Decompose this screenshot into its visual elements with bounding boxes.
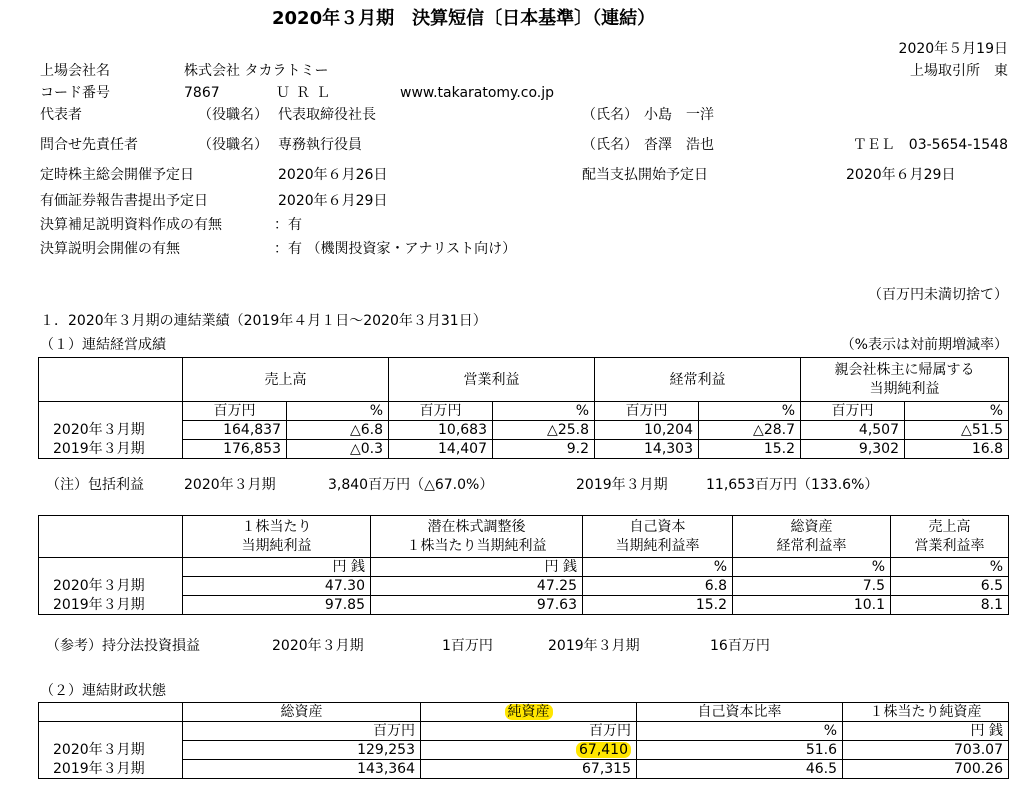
note2-value2: 16百万円 xyxy=(710,638,770,654)
contact-name: 沓澤 浩也 xyxy=(644,137,714,153)
header-operating-margin-line1: 売上高 xyxy=(928,518,971,535)
highlighted-net-assets-header: 純資産 xyxy=(505,704,553,720)
url-link[interactable]: www.takaratomy.co.jp xyxy=(400,85,555,101)
header-operating-margin xyxy=(891,516,1009,558)
section1-title: １．2020年３月期の連結業績（2019年４月１日～2020年３月31日） xyxy=(40,313,487,329)
value-cell: 15.2 xyxy=(699,440,801,459)
agm-date: 2020年６月26日 xyxy=(278,167,388,183)
header-total-assets: 総資産 xyxy=(183,703,421,722)
value-cell: 14,407 xyxy=(389,440,493,459)
header-sales: 売上高 xyxy=(183,358,389,402)
value-cell: △0.3 xyxy=(287,440,389,459)
value-cell: △6.8 xyxy=(287,421,389,440)
operating-results-table xyxy=(38,357,1009,459)
header-net-income-line1: 親会社株主に帰属する xyxy=(834,361,975,378)
value-cell: 51.6 xyxy=(637,741,843,760)
value-cell: 16.8 xyxy=(905,440,1009,459)
table-row xyxy=(39,596,1009,615)
unit-cell: % xyxy=(287,402,389,421)
value-cell: 4,507 xyxy=(801,421,905,440)
header-net-income-line2: 当期純利益 xyxy=(869,380,940,397)
dividend-date: 2020年６月29日 xyxy=(846,167,956,183)
table-header-row xyxy=(39,358,1009,402)
value-cell: 97.63 xyxy=(371,596,583,615)
value-cell: 47.25 xyxy=(371,577,583,596)
note2-period2: 2019年３月期 xyxy=(548,638,640,654)
unit-row xyxy=(39,402,1009,421)
rep-title-label: （役職名） xyxy=(198,107,268,123)
period-label: 2020年３月期 xyxy=(39,741,183,760)
company-name: 株式会社 タカラトミー xyxy=(184,63,329,79)
contact-label: 問合せ先責任者 xyxy=(40,137,138,153)
header-net-income xyxy=(801,358,1009,402)
value-cell: △28.7 xyxy=(699,421,801,440)
value-cell: 8.1 xyxy=(891,596,1009,615)
unit-cell: % xyxy=(637,722,843,741)
report-date: 2020年５月19日 xyxy=(898,41,1008,57)
report-filing-date: 2020年６月29日 xyxy=(278,193,388,209)
ratios-table xyxy=(38,515,1009,615)
value-cell: 164,837 xyxy=(183,421,287,440)
table-row xyxy=(39,440,1009,459)
empty-cell xyxy=(39,703,183,722)
value-cell: 9.2 xyxy=(493,440,595,459)
agm-label: 定時株主総会開催予定日 xyxy=(40,167,194,183)
value-cell: 7.5 xyxy=(733,577,891,596)
note2-value1: 1百万円 xyxy=(442,638,493,654)
unit-cell: % xyxy=(905,402,1009,421)
url-label: ＵＲＬ xyxy=(276,85,336,101)
header-roa-line1: 総資産 xyxy=(790,518,833,535)
unit-cell: 百万円 xyxy=(801,402,905,421)
unit-cell: % xyxy=(583,558,733,577)
report-label: 有価証券報告書提出予定日 xyxy=(40,193,208,209)
period-label: 2020年３月期 xyxy=(39,421,183,440)
rep-title: 代表取締役社長 xyxy=(278,107,376,123)
briefing-value: ：有 （機関投資家・アナリスト向け） xyxy=(274,241,517,257)
unit-cell: 百万円 xyxy=(421,722,637,741)
unit-cell: 百万円 xyxy=(389,402,493,421)
header-bps: １株当たり純資産 xyxy=(843,703,1009,722)
value-cell: 700.26 xyxy=(843,760,1009,779)
rep-name-label: （氏名） xyxy=(582,107,638,123)
table-header-row xyxy=(39,516,1009,558)
highlighted-net-assets-value: 67,410 xyxy=(576,742,631,758)
unit-cell: % xyxy=(891,558,1009,577)
header-equity-ratio: 自己資本比率 xyxy=(637,703,843,722)
unit-note: （百万円未満切捨て） xyxy=(868,287,1008,303)
value-cell: 6.5 xyxy=(891,577,1009,596)
rep-label: 代表者 xyxy=(40,107,82,123)
value-cell: 46.5 xyxy=(637,760,843,779)
header-eps-line1: １株当たり xyxy=(241,518,312,535)
header-roe xyxy=(583,516,733,558)
value-cell: 10,683 xyxy=(389,421,493,440)
value-cell: 15.2 xyxy=(583,596,733,615)
header-roa-line2: 経常利益率 xyxy=(776,537,847,554)
financial-position-table xyxy=(38,702,1009,779)
empty-cell xyxy=(39,402,183,421)
header-diluted-eps-line2: １株当たり当期純利益 xyxy=(406,537,547,554)
table-row xyxy=(39,421,1009,440)
contact-title: 専務執行役員 xyxy=(278,137,362,153)
header-roe-line1: 自己資本 xyxy=(629,518,686,535)
rep-name: 小島 一洋 xyxy=(644,107,714,123)
unit-row xyxy=(39,558,1009,577)
unit-row xyxy=(39,722,1009,741)
value-cell xyxy=(421,741,637,760)
empty-cell xyxy=(39,558,183,577)
header-roa xyxy=(733,516,891,558)
note1-period2: 2019年３月期 xyxy=(576,477,668,493)
stock-exchange: 上場取引所 東 xyxy=(910,63,1008,79)
pct-note: （%表示は対前期増減率） xyxy=(840,337,1008,353)
value-cell: 6.8 xyxy=(583,577,733,596)
note2-period1: 2020年３月期 xyxy=(272,638,364,654)
period-label: 2019年３月期 xyxy=(39,596,183,615)
section1-subtitle: （１）連結経営成績 xyxy=(40,337,166,353)
period-label: 2020年３月期 xyxy=(39,577,183,596)
dividend-label: 配当支払開始予定日 xyxy=(582,167,708,183)
unit-cell: 円 銭 xyxy=(183,558,371,577)
table-row xyxy=(39,741,1009,760)
unit-cell: 百万円 xyxy=(183,402,287,421)
empty-cell xyxy=(39,358,183,402)
unit-cell: 円 銭 xyxy=(371,558,583,577)
value-cell: 47.30 xyxy=(183,577,371,596)
header-operating-margin-line2: 営業利益率 xyxy=(914,537,985,554)
unit-cell: 円 銭 xyxy=(843,722,1009,741)
value-cell: 14,303 xyxy=(595,440,699,459)
header-ordinary-profit: 経常利益 xyxy=(595,358,801,402)
value-cell: 176,853 xyxy=(183,440,287,459)
table-header-row xyxy=(39,703,1009,722)
value-cell: 129,253 xyxy=(183,741,421,760)
header-net-assets xyxy=(421,703,637,722)
value-cell: 9,302 xyxy=(801,440,905,459)
unit-cell: 百万円 xyxy=(183,722,421,741)
briefing-label: 決算説明会開催の有無 xyxy=(40,241,180,257)
section2-title: （２）連結財政状態 xyxy=(40,683,166,699)
value-cell: 143,364 xyxy=(183,760,421,779)
header-roe-line2: 当期純利益率 xyxy=(615,537,700,554)
note1-value2: 11,653百万円（133.6%） xyxy=(706,477,879,493)
value-cell: △51.5 xyxy=(905,421,1009,440)
period-label: 2019年３月期 xyxy=(39,440,183,459)
contact-title-label: （役職名） xyxy=(198,137,268,153)
supplement-value: ：有 xyxy=(274,217,302,233)
note1-value1: 3,840百万円（△67.0%） xyxy=(328,477,494,493)
page-title: 2020年３月期 決算短信〔日本基準〕（連結） xyxy=(272,8,656,29)
value-cell: 10,204 xyxy=(595,421,699,440)
equity-method-label: （参考）持分法投資損益 xyxy=(46,638,200,654)
code-value: 7867 xyxy=(184,85,220,101)
unit-cell: % xyxy=(733,558,891,577)
header-eps xyxy=(183,516,371,558)
header-operating-profit: 営業利益 xyxy=(389,358,595,402)
code-label: コード番号 xyxy=(40,85,110,101)
note1-period1: 2020年３月期 xyxy=(184,477,276,493)
company-name-label: 上場会社名 xyxy=(40,63,110,79)
value-cell: 703.07 xyxy=(843,741,1009,760)
unit-cell: 百万円 xyxy=(595,402,699,421)
contact-name-label: （氏名） xyxy=(582,137,638,153)
tel-number: ＴＥＬ 03-5654-1548 xyxy=(852,137,1008,153)
empty-cell xyxy=(39,722,183,741)
period-label: 2019年３月期 xyxy=(39,760,183,779)
header-diluted-eps-line1: 潜在株式調整後 xyxy=(427,518,526,535)
unit-cell: % xyxy=(699,402,801,421)
supplement-label: 決算補足説明資料作成の有無 xyxy=(40,217,222,233)
comprehensive-income-label: （注）包括利益 xyxy=(46,477,144,493)
value-cell: 10.1 xyxy=(733,596,891,615)
empty-cell xyxy=(39,516,183,558)
header-eps-line2: 当期純利益 xyxy=(241,537,312,554)
value-cell: 67,315 xyxy=(421,760,637,779)
table-row xyxy=(39,760,1009,779)
header-diluted-eps xyxy=(371,516,583,558)
value-cell: △25.8 xyxy=(493,421,595,440)
table-row xyxy=(39,577,1009,596)
value-cell: 97.85 xyxy=(183,596,371,615)
unit-cell: % xyxy=(493,402,595,421)
